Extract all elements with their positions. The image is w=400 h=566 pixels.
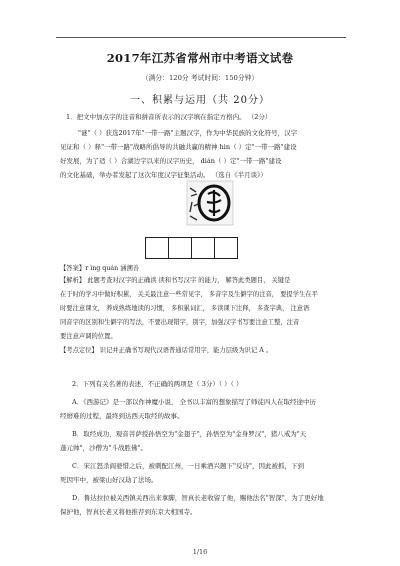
answer-box[interactable] xyxy=(214,237,238,259)
q2-option-a: A．《西游记》是一部以作神魔小说， 全书以丰富的想象描写了师徒四人在取经途中历 xyxy=(72,398,317,406)
answer-box[interactable] xyxy=(191,237,215,259)
q1-prompt: 1．把文中加点字的注音和拼音所表示的汉字填在指定方格内。 （2分） xyxy=(66,113,272,121)
analysis-line: 【解析】 此题考查对汉字的正确读 读和书写汉字 的能力， 解答此类题目， 关键是 xyxy=(60,277,291,284)
q2-prompt: 2．下列有关名著的表述，不正确的两项是（ 3分）（ ）（ ） xyxy=(72,380,243,388)
exam-title: 2017年江苏省常州市中考语文试卷 xyxy=(106,51,294,65)
q2-option-a: 经磨难的过程，最终到达西天取经的故事。 xyxy=(60,412,184,420)
section-heading: 一、积累与运用（共 20分） xyxy=(130,95,270,106)
analysis-line: 在于时的学习中做好积累， 关关最注意一些常见字， 多音字及生僻字的注音， 要提学生在平 xyxy=(60,291,318,298)
q2-option-c: 死因牢中，被梁山好汉劫了法场。 xyxy=(60,476,158,484)
answer-box[interactable] xyxy=(145,237,169,259)
q2-option-d: D．鲁达拉拉被关西镇关西出来拿脚，智真长老收留了他，赐他法名"智深"，为了更好地 xyxy=(72,494,324,502)
analysis-line: 要注意声调的位置。 xyxy=(60,333,117,340)
point-line: 【考点定位】 识记并正确书写现代汉语普通话常用字，能力层级为识记 A 。 xyxy=(60,347,273,354)
q1-text-line: 见证和（ ）释"一带一路"战略所倡导的共融共赢的精神 hin（ ）定"一带一路"建设 xyxy=(60,143,297,151)
answer-boxes xyxy=(146,237,238,259)
q1-text-line: 好发展，为了适（ ）合湖边字以来的汉字历史， dián（ ）定"一带一路"建设 xyxy=(60,157,282,165)
calligraphy-seal-image xyxy=(186,180,234,226)
q1-text-line: 的文化基础，举办者发起了这次年度汉字征集活动。 （选自《半月谈》） xyxy=(60,171,267,179)
q2-option-c: C．宋江怒杀阎婆惜之后，被刺配江州，一日乘酒兴题下"反诗"，因此被抓，下到 xyxy=(72,462,304,470)
q2-option-d: 保护他，智真长老又将他推荐到东京大相国寺。 xyxy=(60,508,197,516)
exam-subtitle: （满分：120分 考试时间：150分钟） xyxy=(141,74,259,82)
q2-option-b: B．取经成功，观音菩萨授孙悟空为"金翅子"，孙悟空为"金身罗汉"，猪八戒为"天 xyxy=(72,430,307,438)
header-rule xyxy=(56,37,346,38)
answer-line: 【答案】r ìng quán 涵溯善 xyxy=(60,265,140,272)
q2-option-b: 蓬元帅"，沙僧为"斗战胜佛"。 xyxy=(60,444,147,452)
analysis-line: 时要注意课文， 养成熟练地读的习惯， 多积累词汇， 多读课下注释， 多查字典， 注意语 xyxy=(60,305,310,312)
analysis-line: 同音字的区别和生僻字的写法，不要出现错字，别字，加强汉字书写要注意工整，注音 xyxy=(60,319,300,326)
answer-box[interactable] xyxy=(168,237,192,259)
page-number: 1/16 xyxy=(192,548,208,556)
q1-text-line: "谜"（ ）获选2017年"一带一路"主题汉字，作为中华民族的文化符号，汉字 xyxy=(78,129,298,137)
